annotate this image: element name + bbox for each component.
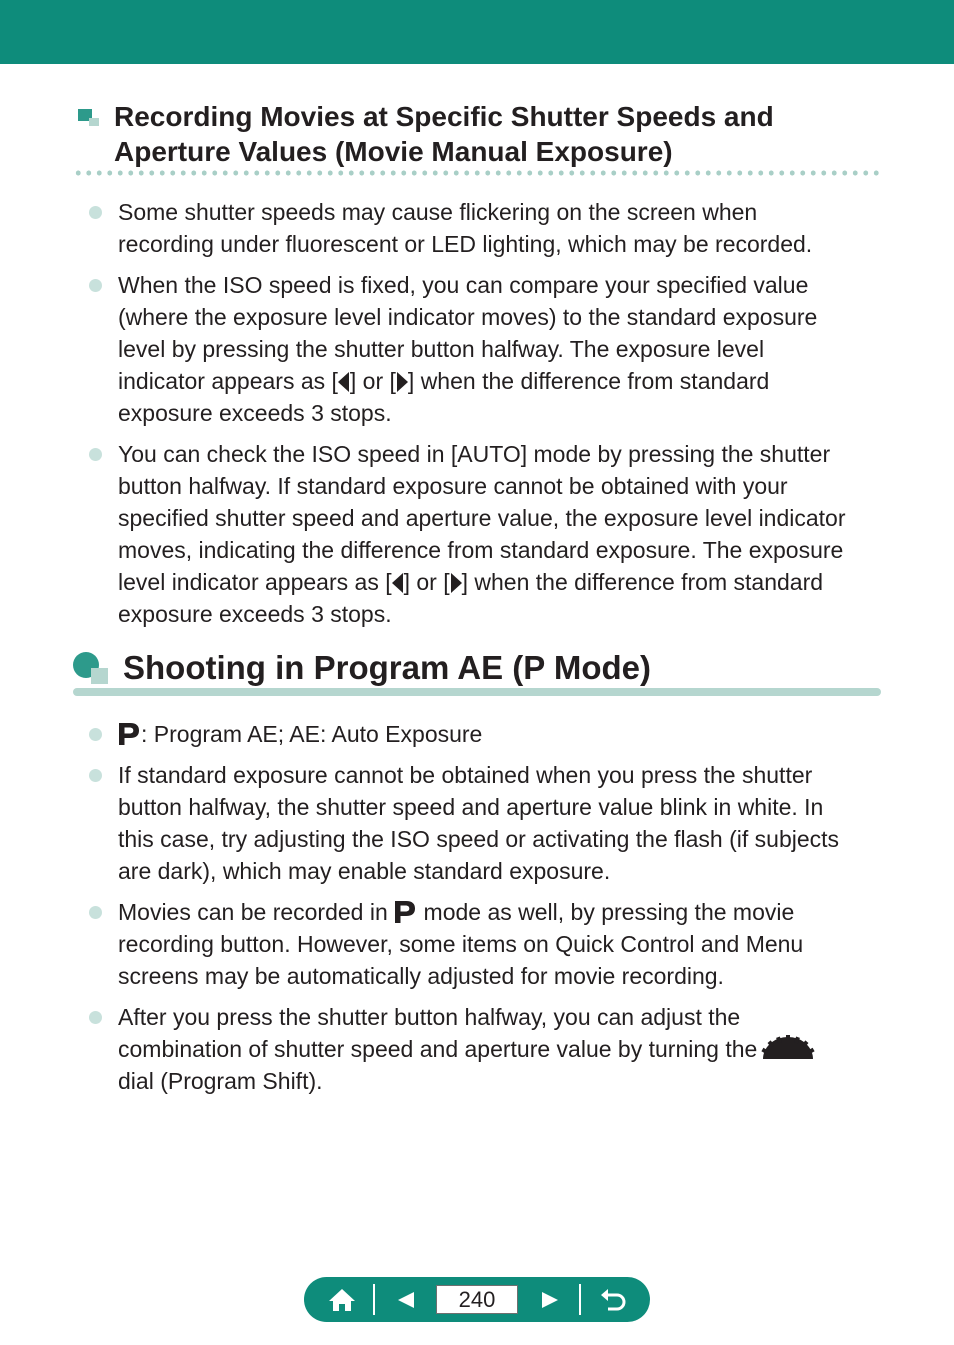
left-arrow-icon: [392, 573, 404, 593]
subheading-text: [114, 99, 774, 169]
section-heading: [73, 648, 883, 698]
text-line: moves, indicating the difference from standard exposure. The exposure: [118, 537, 844, 563]
return-button[interactable]: [584, 1277, 644, 1322]
bullet-dot-icon: [89, 728, 102, 741]
bullet-dot-icon: [89, 906, 102, 919]
p-mode-icon: [394, 900, 416, 924]
prev-arrow-icon: [397, 1291, 415, 1309]
section2-bullet-list: [84, 718, 884, 1106]
text-line: After you press the shutter button halfway, you can adjust the: [118, 1004, 741, 1030]
bullet-dot-icon: [89, 279, 102, 292]
text-line: You can check the ISO speed in [AUTO] mode by pressing the shutter: [118, 441, 831, 467]
heading-text: Shooting in Program AE (P Mode): [123, 649, 651, 686]
text-fragment: indicator appears as [: [118, 368, 338, 394]
text-fragment: ] or [: [403, 569, 450, 595]
list-item: [84, 1001, 884, 1097]
header-bar: [0, 0, 954, 64]
text-line: Some shutter speeds may cause flickering on the screen when: [118, 199, 758, 225]
text-fragment: mode as well, by pressing the movie: [417, 899, 795, 925]
bullet-dot-icon: [89, 1011, 102, 1024]
text-fragment: Movies can be recorded in: [118, 899, 395, 925]
p-mode-icon: [118, 722, 140, 746]
bullet-dot-icon: [89, 769, 102, 782]
text-line: button halfway. If standard exposure cannot be obtained with your: [118, 473, 788, 499]
text-fragment: ] when the difference from standard: [407, 368, 770, 394]
text-line: dial (Program Shift).: [118, 1068, 323, 1094]
next-arrow-icon: [541, 1291, 559, 1309]
text-fragment: ] when the difference from standard: [461, 569, 824, 595]
text-line: [118, 365, 884, 397]
list-item: [84, 438, 884, 630]
text-line: recording under fluorescent or LED lighting, which may be recorded.: [118, 231, 813, 257]
text-line: exposure exceeds 3 stops.: [118, 601, 392, 627]
left-arrow-icon: [338, 372, 350, 392]
text-fragment: ] or [: [349, 368, 396, 394]
nav-separator: [373, 1284, 375, 1315]
text-line: If standard exposure cannot be obtained when you press the shutter: [118, 762, 813, 788]
text-line: exposure exceeds 3 stops.: [118, 400, 392, 426]
list-item: [84, 269, 884, 429]
text-line: [118, 718, 884, 750]
text-line: [118, 1033, 884, 1065]
heading-circle-icon: [73, 652, 111, 684]
right-arrow-icon: [396, 372, 408, 392]
next-page-button[interactable]: [520, 1277, 580, 1322]
text-line: screens may be automatically adjusted for movie recording.: [118, 963, 724, 989]
home-button[interactable]: [312, 1277, 372, 1322]
list-item: [84, 759, 884, 887]
dotted-divider: [73, 169, 883, 177]
list-item: [84, 196, 884, 260]
text-line: specified shutter speed and aperture value, the exposure level indicator: [118, 505, 846, 531]
text-fragment: level indicator appears as [: [118, 569, 392, 595]
text-line: this case, try adjusting the ISO speed or activating the flash (if subjects: [118, 826, 840, 852]
previous-page-button[interactable]: [376, 1277, 436, 1322]
home-icon: [328, 1288, 356, 1312]
list-item: [84, 718, 884, 750]
text-line: [118, 896, 884, 928]
bullet-dot-icon: [89, 206, 102, 219]
section1-bullet-list: [84, 196, 884, 639]
subheading-line-1: Recording Movies at Specific Shutter Speeds and: [114, 101, 774, 132]
subheading-line-2: Aperture Values (Movie Manual Exposure): [114, 136, 673, 167]
text-line: are dark), which may enable standard exposure.: [118, 858, 611, 884]
text-fragment: : Program AE; AE: Auto Exposure: [141, 721, 483, 747]
page-number: 240: [436, 1285, 518, 1314]
bullet-dot-icon: [89, 448, 102, 461]
heading-underline: [73, 688, 881, 696]
text-line: When the ISO speed is fixed, you can compare your specified value: [118, 272, 809, 298]
text-line: recording button. However, some items on Quick Control and Menu: [118, 931, 804, 957]
right-arrow-icon: [450, 573, 462, 593]
text-line: level by pressing the shutter button halfway. The exposure level: [118, 336, 765, 362]
main-dial-icon: [761, 1035, 815, 1061]
text-fragment: combination of shutter speed and aperture value by turning the: [118, 1036, 758, 1062]
list-item: [84, 896, 884, 992]
text-line: (where the exposure level indicator moves) to the standard exposure: [118, 304, 818, 330]
text-line: [118, 566, 884, 598]
text-line: button halfway, the shutter speed and aperture value blink in white. In: [118, 794, 824, 820]
nav-separator: [579, 1284, 581, 1315]
return-icon: [600, 1288, 628, 1312]
subheading-squares-icon: [78, 109, 100, 127]
page-navigation-bar: [304, 1277, 650, 1322]
